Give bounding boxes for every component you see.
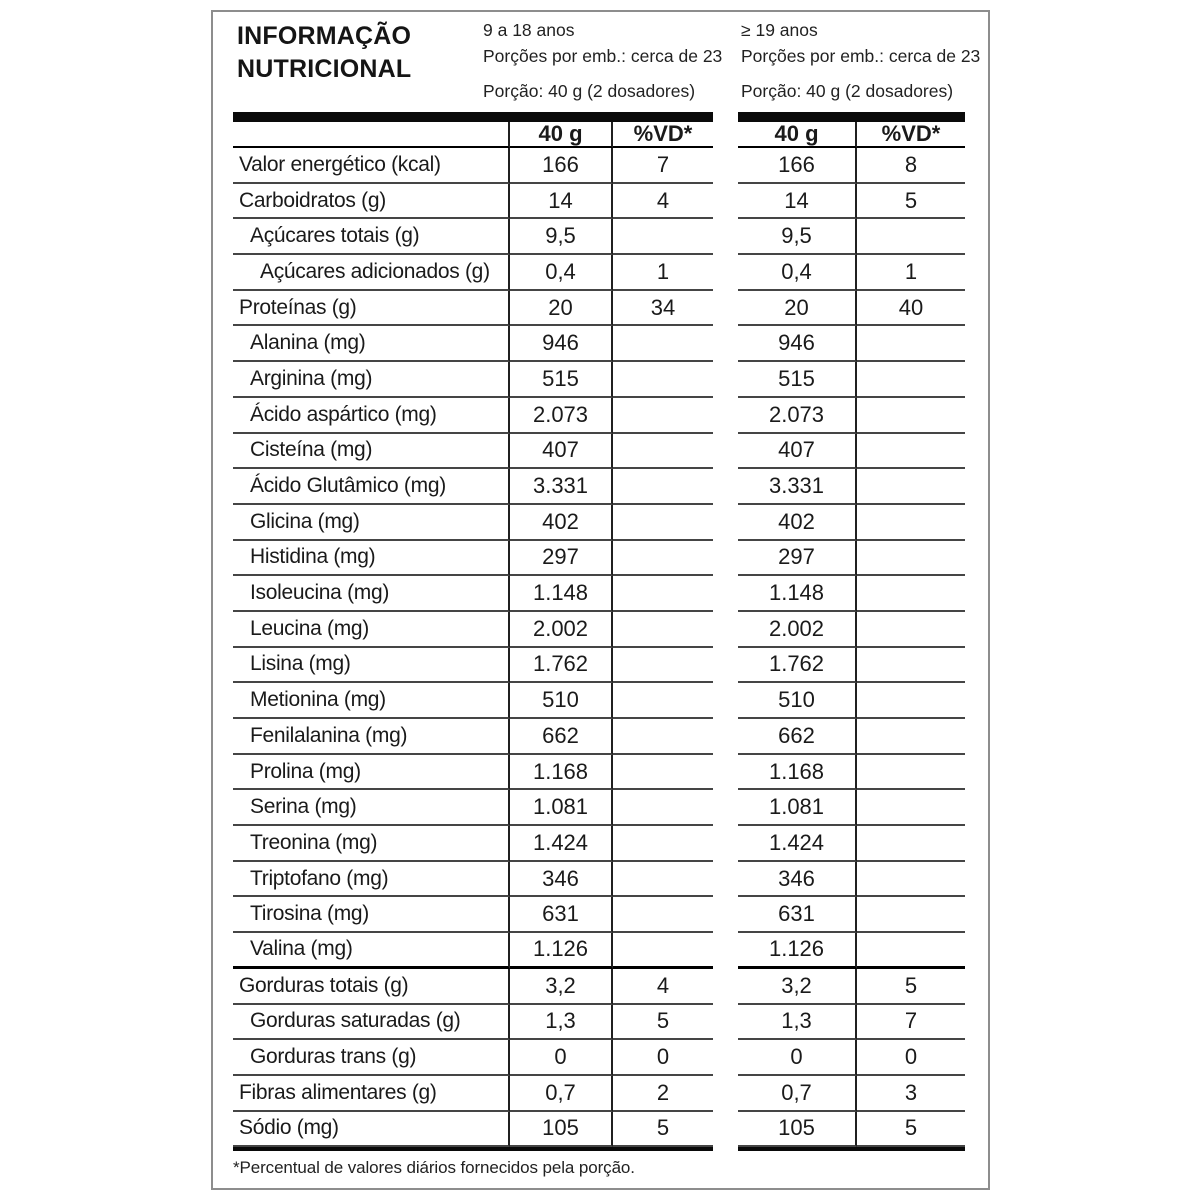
nutrient-label: Gorduras trans (g) xyxy=(233,1040,510,1076)
dv-19-plus xyxy=(857,826,965,862)
serving-size: Porção: 40 g (2 dosadores) xyxy=(483,81,696,101)
panel-title xyxy=(237,20,411,85)
dv-19-plus: 3 xyxy=(857,1076,965,1112)
dv-19-plus xyxy=(857,434,965,470)
column-gap xyxy=(713,219,738,255)
column-gap xyxy=(713,612,738,648)
column-gap xyxy=(713,933,738,969)
dv-19-plus xyxy=(857,612,965,648)
column-gap xyxy=(713,969,738,1005)
amount-19-plus: 662 xyxy=(738,719,857,755)
amount-9-18: 402 xyxy=(510,505,613,541)
amount-9-18: 662 xyxy=(510,719,613,755)
amount-9-18: 9,5 xyxy=(510,219,613,255)
amount-19-plus: 3,2 xyxy=(738,969,857,1005)
column-gap xyxy=(713,719,738,755)
amount-9-18: 105 xyxy=(510,1112,613,1148)
dv-9-18 xyxy=(613,683,713,719)
dv-9-18: 2 xyxy=(613,1076,713,1112)
amount-9-18: 0,4 xyxy=(510,255,613,291)
nutrient-label: Sódio (mg) xyxy=(233,1112,510,1148)
column-gap xyxy=(713,326,738,362)
dv-9-18 xyxy=(613,897,713,933)
amount-9-18: 1.424 xyxy=(510,826,613,862)
column-gap xyxy=(713,255,738,291)
dv-19-plus: 7 xyxy=(857,1005,965,1041)
dv-9-18: 34 xyxy=(613,291,713,327)
column-gap xyxy=(713,362,738,398)
age-group-header-9-18 xyxy=(483,20,722,102)
amount-9-18: 1,3 xyxy=(510,1005,613,1041)
dv-19-plus: 5 xyxy=(857,184,965,220)
dv-19-plus xyxy=(857,862,965,898)
dv-9-18 xyxy=(613,541,713,577)
amount-19-plus: 0 xyxy=(738,1040,857,1076)
dv-9-18: 5 xyxy=(613,1112,713,1148)
nutrient-label: Isoleucina (mg) xyxy=(233,576,510,612)
dv-9-18 xyxy=(613,469,713,505)
nutrient-label: Proteínas (g) xyxy=(233,291,510,327)
amount-9-18: 510 xyxy=(510,683,613,719)
dv-9-18 xyxy=(613,219,713,255)
amount-19-plus: 515 xyxy=(738,362,857,398)
amount-9-18: 2.073 xyxy=(510,398,613,434)
column-gap xyxy=(713,434,738,470)
dv-19-plus: 1 xyxy=(857,255,965,291)
amount-19-plus: 631 xyxy=(738,897,857,933)
column-gap xyxy=(713,122,738,148)
amount-19-plus: 297 xyxy=(738,541,857,577)
dv-19-plus xyxy=(857,576,965,612)
amount-9-18: 3.331 xyxy=(510,469,613,505)
servings-per-pack: Porções por emb.: cerca de 23 xyxy=(483,46,723,66)
dv-19-plus xyxy=(857,362,965,398)
nutrient-label: Serina (mg) xyxy=(233,790,510,826)
dv-19-plus: 0 xyxy=(857,1040,965,1076)
column-gap xyxy=(713,469,738,505)
nutrient-label: Lisina (mg) xyxy=(233,648,510,684)
amount-19-plus: 0,7 xyxy=(738,1076,857,1112)
amount-19-plus: 2.002 xyxy=(738,612,857,648)
dv-19-plus xyxy=(857,683,965,719)
dv-9-18 xyxy=(613,434,713,470)
column-gap xyxy=(713,1112,738,1148)
column-gap xyxy=(713,184,738,220)
nutrient-label: Arginina (mg) xyxy=(233,362,510,398)
amount-9-18: 297 xyxy=(510,541,613,577)
amount-19-plus: 14 xyxy=(738,184,857,220)
dv-19-plus xyxy=(857,897,965,933)
amount-19-plus: 166 xyxy=(738,148,857,184)
amount-9-18: 1.081 xyxy=(510,790,613,826)
nutrient-label: Histidina (mg) xyxy=(233,541,510,577)
dv-19-plus xyxy=(857,505,965,541)
amount-19-plus: 1.081 xyxy=(738,790,857,826)
dv-9-18 xyxy=(613,755,713,791)
column-gap xyxy=(713,755,738,791)
age-range-label: ≥ 19 anos xyxy=(741,20,818,40)
amount-19-plus: 1.168 xyxy=(738,755,857,791)
column-gap xyxy=(713,505,738,541)
dv-9-18 xyxy=(613,612,713,648)
nutrient-label: Glicina (mg) xyxy=(233,505,510,541)
column-header-empty xyxy=(233,122,510,148)
dv-9-18: 4 xyxy=(613,184,713,220)
dv-19-plus xyxy=(857,219,965,255)
serving-size: Porção: 40 g (2 dosadores) xyxy=(741,81,954,101)
amount-9-18: 1.168 xyxy=(510,755,613,791)
dv-9-18: 0 xyxy=(613,1040,713,1076)
amount-19-plus: 402 xyxy=(738,505,857,541)
table-bottom-bar-right xyxy=(738,1147,965,1151)
amount-9-18: 946 xyxy=(510,326,613,362)
column-gap xyxy=(713,1005,738,1041)
dv-19-plus xyxy=(857,398,965,434)
column-gap xyxy=(713,648,738,684)
column-gap xyxy=(713,291,738,327)
amount-19-plus: 346 xyxy=(738,862,857,898)
amount-19-plus: 0,4 xyxy=(738,255,857,291)
nutrient-label: Prolina (mg) xyxy=(233,755,510,791)
nutrient-label: Ácido Glutâmico (mg) xyxy=(233,469,510,505)
amount-19-plus: 2.073 xyxy=(738,398,857,434)
dv-19-plus: 40 xyxy=(857,291,965,327)
nutrient-label: Gorduras totais (g) xyxy=(233,969,510,1005)
dv-9-18 xyxy=(613,648,713,684)
amount-9-18: 1.762 xyxy=(510,648,613,684)
dv-19-plus xyxy=(857,755,965,791)
amount-9-18: 20 xyxy=(510,291,613,327)
nutrient-label: Ácido aspártico (mg) xyxy=(233,398,510,434)
dv-9-18 xyxy=(613,719,713,755)
dv-9-18 xyxy=(613,398,713,434)
column-gap xyxy=(713,826,738,862)
column-gap xyxy=(713,683,738,719)
dv-9-18 xyxy=(613,362,713,398)
column-gap xyxy=(713,148,738,184)
column-gap xyxy=(713,1076,738,1112)
nutrient-label: Valor energético (kcal) xyxy=(233,148,510,184)
footnote: *Percentual de valores diários fornecidos pela porção. xyxy=(233,1158,635,1177)
dv-9-18 xyxy=(613,826,713,862)
nutrient-label: Metionina (mg) xyxy=(233,683,510,719)
dv-19-plus xyxy=(857,541,965,577)
amount-19-plus: 3.331 xyxy=(738,469,857,505)
dv-19-plus xyxy=(857,719,965,755)
nutrient-label: Treonina (mg) xyxy=(233,826,510,862)
dv-9-18: 4 xyxy=(613,969,713,1005)
amount-19-plus: 1.424 xyxy=(738,826,857,862)
nutrient-label: Gorduras saturadas (g) xyxy=(233,1005,510,1041)
column-gap xyxy=(713,576,738,612)
amount-19-plus: 510 xyxy=(738,683,857,719)
amount-9-18: 631 xyxy=(510,897,613,933)
amount-9-18: 166 xyxy=(510,148,613,184)
age-group-header-19-plus xyxy=(741,20,980,102)
dv-9-18 xyxy=(613,933,713,969)
dv-19-plus: 8 xyxy=(857,148,965,184)
amount-19-plus: 20 xyxy=(738,291,857,327)
nutrient-label: Leucina (mg) xyxy=(233,612,510,648)
amount-9-18: 14 xyxy=(510,184,613,220)
nutrient-label: Cisteína (mg) xyxy=(233,434,510,470)
amount-9-18: 1.126 xyxy=(510,933,613,969)
amount-19-plus: 9,5 xyxy=(738,219,857,255)
dv-9-18: 5 xyxy=(613,1005,713,1041)
column-header-amount-19-plus: 40 g xyxy=(738,122,857,148)
column-gap xyxy=(713,790,738,826)
nutrient-label: Fibras alimentares (g) xyxy=(233,1076,510,1112)
dv-9-18 xyxy=(613,576,713,612)
amount-9-18: 0,7 xyxy=(510,1076,613,1112)
amount-9-18: 515 xyxy=(510,362,613,398)
dv-19-plus xyxy=(857,326,965,362)
column-gap xyxy=(713,398,738,434)
nutrient-label: Alanina (mg) xyxy=(233,326,510,362)
nutrient-label: Tirosina (mg) xyxy=(233,897,510,933)
dv-9-18 xyxy=(613,790,713,826)
dv-9-18: 7 xyxy=(613,148,713,184)
nutrition-facts-panel xyxy=(211,10,990,1190)
nutrient-label: Açúcares totais (g) xyxy=(233,219,510,255)
panel-title-line2: NUTRICIONAL xyxy=(237,54,412,83)
dv-19-plus xyxy=(857,790,965,826)
amount-19-plus: 1.148 xyxy=(738,576,857,612)
column-gap xyxy=(713,541,738,577)
amount-9-18: 346 xyxy=(510,862,613,898)
dv-19-plus xyxy=(857,469,965,505)
nutrient-label: Açúcares adicionados (g) xyxy=(233,255,510,291)
amount-9-18: 0 xyxy=(510,1040,613,1076)
amount-19-plus: 105 xyxy=(738,1112,857,1148)
amount-9-18: 407 xyxy=(510,434,613,470)
column-header-dv-9-18: %VD* xyxy=(613,122,713,148)
table-bottom-bar-left xyxy=(233,1147,713,1151)
dv-9-18 xyxy=(613,326,713,362)
amount-19-plus: 407 xyxy=(738,434,857,470)
dv-19-plus: 5 xyxy=(857,1112,965,1148)
panel-title-line1: INFORMAÇÃO xyxy=(237,22,412,50)
dv-9-18 xyxy=(613,505,713,541)
age-range-label: 9 a 18 anos xyxy=(483,20,575,40)
amount-19-plus: 1.762 xyxy=(738,648,857,684)
nutrient-label: Valina (mg) xyxy=(233,933,510,969)
dv-19-plus: 5 xyxy=(857,969,965,1005)
amount-19-plus: 1.126 xyxy=(738,933,857,969)
column-gap xyxy=(713,1040,738,1076)
nutrition-table xyxy=(233,112,965,1151)
column-gap xyxy=(713,862,738,898)
column-gap xyxy=(713,897,738,933)
nutrient-label: Fenilalanina (mg) xyxy=(233,719,510,755)
nutrient-label: Carboidratos (g) xyxy=(233,184,510,220)
amount-19-plus: 946 xyxy=(738,326,857,362)
amount-9-18: 1.148 xyxy=(510,576,613,612)
dv-9-18: 1 xyxy=(613,255,713,291)
dv-19-plus xyxy=(857,648,965,684)
servings-per-pack: Porções por emb.: cerca de 23 xyxy=(741,46,981,66)
dv-19-plus xyxy=(857,933,965,969)
dv-9-18 xyxy=(613,862,713,898)
amount-19-plus: 1,3 xyxy=(738,1005,857,1041)
nutrient-label: Triptofano (mg) xyxy=(233,862,510,898)
amount-9-18: 2.002 xyxy=(510,612,613,648)
column-header-dv-19-plus: %VD* xyxy=(857,122,965,148)
column-header-amount-9-18: 40 g xyxy=(510,122,613,148)
amount-9-18: 3,2 xyxy=(510,969,613,1005)
